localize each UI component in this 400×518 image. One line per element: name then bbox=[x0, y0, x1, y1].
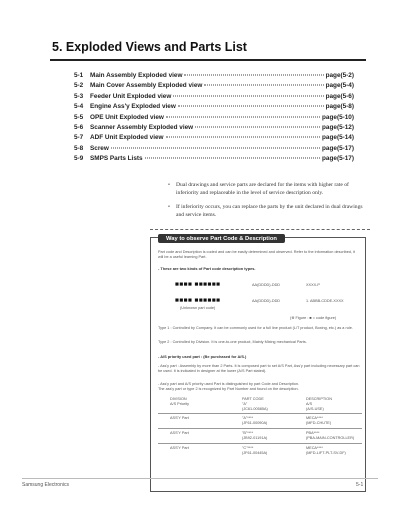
bullet-icon: • bbox=[168, 182, 170, 188]
toc-item-number: 5-4 bbox=[74, 103, 84, 111]
toc-item-title: Engine Ass'y Exploded view bbox=[90, 103, 176, 111]
toc-item[interactable] bbox=[74, 155, 354, 165]
table-cell-code: "C"**** (JF61-00445A) bbox=[242, 446, 268, 455]
assy-part-text: - Ass'y part : Assembly by more than 2 Parts. It is composed part to set A/S Part, Ass'y part including necessary part can be used. It is indicated in designer at the lower (A/S Part stated). bbox=[158, 364, 360, 373]
table-cell-code: "A"**** (JF61-00090A) bbox=[242, 416, 268, 425]
table-header-part-code: PART CODE "A" (JC61-00585A) bbox=[242, 397, 268, 411]
section-title: 5. Exploded Views and Parts List bbox=[52, 40, 247, 54]
type2-text: Type 2 : Controlled by Division. It is one-to-one product, Mainly Mixing mechanical Parts. bbox=[158, 340, 307, 344]
table-divider bbox=[158, 428, 362, 429]
toc-item-number: 5-6 bbox=[74, 123, 84, 131]
assy-note: - Ass'y part and A/S priority used Part is distinguished by part Code and Description. bbox=[158, 382, 300, 386]
table-header-description: DESCRIPTION A/S (A/S-USE) bbox=[306, 397, 332, 411]
code-desc: 1. ABBB-CDDE-XXXX bbox=[306, 299, 344, 303]
toc-leader-dots bbox=[166, 137, 321, 138]
toc-item-page: page(5-17) bbox=[322, 155, 354, 163]
code-label: AA(DDDD)-DDD bbox=[252, 299, 281, 303]
code-pattern: ■■■■ ■■■■■■ bbox=[175, 281, 221, 288]
table-cell-description: MECA**** (MFD-LIFT-PLT-SV-DF) bbox=[306, 446, 346, 455]
bullet-icon: • bbox=[168, 204, 170, 210]
table-header-division: DIVISION A/S Priority bbox=[170, 397, 189, 406]
code-pattern: ■■■■ ■■■■■■ bbox=[175, 297, 221, 304]
table-cell-description: MECA**** (MFD-CHUTE) bbox=[306, 416, 332, 425]
toc-item-title: Main Cover Assembly Exploded view bbox=[90, 82, 203, 90]
toc-item-page: page(5-10) bbox=[322, 113, 354, 121]
toc-item-number: 5-8 bbox=[74, 144, 84, 152]
title-rule bbox=[50, 59, 366, 61]
toc-item-page: page(5-8) bbox=[325, 103, 354, 111]
footer-company: Samsung Electronics bbox=[22, 482, 69, 488]
toc-item-page: page(5-6) bbox=[325, 92, 354, 100]
toc-item-title: ADF Unit Exploded view bbox=[90, 134, 164, 142]
toc-leader-dots bbox=[204, 85, 323, 86]
toc-item-title: Main Assembly Exploded view bbox=[90, 72, 183, 79]
toc-item[interactable] bbox=[74, 103, 354, 113]
toc-item[interactable] bbox=[74, 145, 354, 155]
code-desc: XXXX-P bbox=[306, 283, 320, 287]
toc-item[interactable] bbox=[74, 72, 354, 82]
toc-leader-dots bbox=[145, 158, 320, 159]
toc-item-page: page(5-4) bbox=[325, 82, 354, 90]
footer-page-number: 5-1 bbox=[356, 482, 364, 488]
toc-item-title: OPE Unit Exploded view bbox=[90, 113, 164, 121]
note-text: Dual drawings and service parts are declared for the items with higher rate of inferiority and replaceable in the level of service description only. bbox=[176, 182, 349, 196]
table-cell-division: ASS'Y Part bbox=[170, 416, 189, 420]
toc-leader-dots bbox=[178, 106, 324, 107]
toc-item-page: page(5-14) bbox=[322, 134, 354, 142]
toc-item-title: Scanner Assembly Exploded view bbox=[90, 123, 194, 131]
info-intro: Part code and Description is coded and can be easily determined and observed. Refer to the information described, it will be a useful learning Part. bbox=[158, 250, 355, 259]
toc-item-number: 5-5 bbox=[74, 113, 84, 121]
toc-item[interactable] bbox=[74, 114, 354, 124]
figure-legend: (※ Figure : ■ = code figure) bbox=[290, 316, 337, 320]
toc-leader-dots bbox=[166, 116, 320, 117]
toc-item-number: 5-1 bbox=[74, 72, 84, 79]
toc-leader-dots bbox=[111, 147, 320, 148]
toc-item-page: page(5-17) bbox=[322, 144, 354, 152]
table-divider bbox=[158, 413, 362, 414]
table-of-contents bbox=[74, 72, 354, 166]
toc-item-title: SMPS Parts Lists bbox=[90, 155, 143, 163]
toc-item[interactable] bbox=[74, 124, 354, 134]
code-label: AA(DDDD)-DDD bbox=[252, 283, 281, 287]
toc-item-number: 5-2 bbox=[74, 82, 84, 90]
toc-leader-dots bbox=[173, 95, 323, 96]
toc-item-number: 5-3 bbox=[74, 92, 84, 100]
note-text: If inferiority occurs, you can replace the parts by the unit declared in dual drawings and service items. bbox=[176, 204, 363, 218]
footer-rule bbox=[22, 478, 378, 479]
divider bbox=[150, 229, 370, 230]
toc-item-page: page(5-12) bbox=[322, 123, 354, 131]
type1-text: Type 1 : Controlled by Company. It can be commonly used for a full line product (L/T product, Boxing, etc.) as a rule. bbox=[158, 326, 353, 330]
toc-leader-dots bbox=[184, 75, 323, 76]
code-row-note: (Unknown part code) bbox=[180, 306, 216, 310]
toc-item-number: 5-7 bbox=[74, 134, 84, 142]
toc-item-number: 5-9 bbox=[74, 155, 84, 163]
assy-note-2: The ass'y part or type 2 is recognized by Part Number and found on the description. bbox=[158, 387, 299, 391]
table-cell-description: PBA**** (PBA-MAIN-CONTROLLER) bbox=[306, 431, 355, 440]
toc-item[interactable] bbox=[74, 134, 354, 144]
kinds-heading: - These are two kinds of Part code description types. bbox=[158, 266, 256, 271]
toc-leader-dots bbox=[195, 126, 320, 127]
toc-item[interactable] bbox=[74, 82, 354, 92]
table-cell-division: ASS'Y Part bbox=[170, 431, 189, 435]
note-paragraph bbox=[168, 181, 366, 197]
toc-item-title: Screw bbox=[90, 144, 109, 152]
info-box-header: Way to observe Part Code & Description bbox=[158, 234, 285, 243]
toc-item[interactable] bbox=[74, 93, 354, 103]
note-paragraph bbox=[168, 203, 366, 219]
as-priority-heading: - A/S priority used part : (Be purchased for A/S.) bbox=[158, 354, 247, 359]
table-cell-division: ASS'Y Part bbox=[170, 446, 189, 450]
toc-item-title: Feeder Unit Exploded view bbox=[90, 92, 172, 100]
table-divider bbox=[158, 443, 362, 444]
toc-item-page: page(5-2) bbox=[325, 72, 354, 79]
table-cell-code: "B"**** (JB92-01191A) bbox=[242, 431, 268, 440]
